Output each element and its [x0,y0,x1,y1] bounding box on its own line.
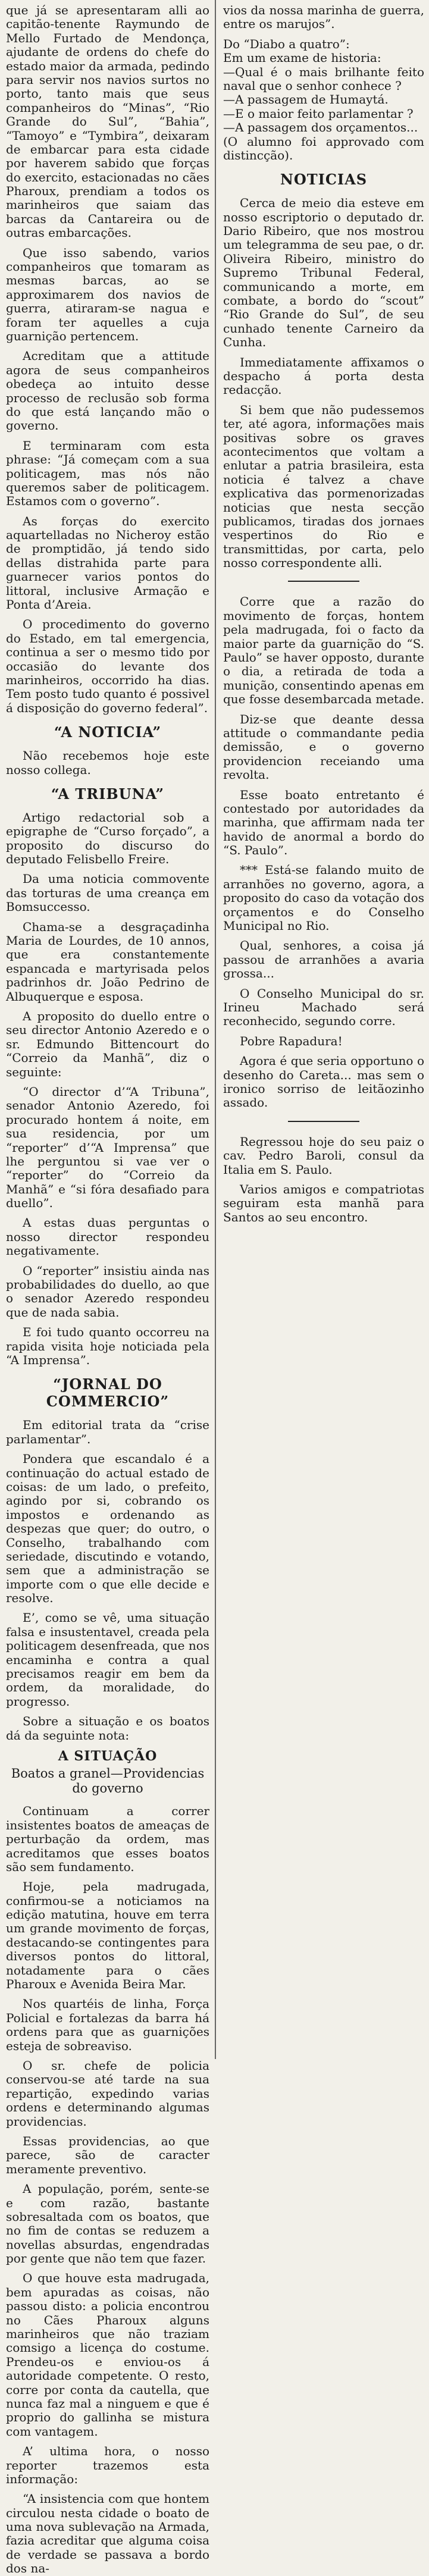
section-heading: “A TRIBUNA” [51,785,165,803]
a-situacao-section [6,1748,209,2576]
paragraph: Qual, senhores, a coisa já passou de arranhões a avaria grossa... [223,938,424,981]
section-heading: NOTICIAS [280,171,368,189]
arranhoes-section [223,863,424,1110]
paragraph: A população, porém, sente-se e com razão, bastante sobresaltada com os boatos, que no fim de contas se reduzem a novellas absurdas, engendradas por gente que não tem que fazer. [6,2182,209,2266]
noticias-section [223,171,424,570]
dialog-line: —Qual é o mais brilhante feito naval que o senhor conhece ? [223,64,424,93]
paragraph: E terminaram com esta phrase: “Já começam com a sua politicagem, mas nós não queremos saber de politicagem. Estamos com o governo”. [6,438,209,509]
paragraph: *** Está-se falando muito de arranhões no governo, agora, a proposito do caso da votação dos orçamentos e do Conselho Municipal no Rio. [223,863,424,933]
paragraph: O sr. chefe de policia conservou-se até tarde na sua repartição, expedindo varias ordens e determinando algumas providencias. [6,2058,209,2129]
dialog-line: —E o maior feito parlamentar ? [223,106,414,121]
intro-section [6,4,209,715]
a-noticia-section [6,723,209,777]
paragraph: Sobre a situação e os boatos dá da seguinte nota: [6,1714,209,1743]
dialog-line: Do “Diabo a quatro”: [223,36,350,51]
paragraph: Pobre Rapadura! [240,1033,343,1048]
paragraph: Regressou hoje do seu paiz o cav. Pedro Baroli, consul da Italia em S. Paulo. [223,1134,424,1177]
dialog-line: —A passagem dos orçamentos... [223,120,418,135]
paragraph: Continuam a correr insistentes boatos de ameaças de perturbação da ordem, mas acreditamos que esses boatos são sem fundamento. [6,1804,209,1874]
paragraph: A estas duas perguntas o nosso director respondeu negativamente. [6,1215,209,1258]
paragraph: A’ ultima hora, o nosso reporter trazemos esta informação: [6,2444,209,2486]
paragraph: Immediatamente affixamos o despacho á porta desta redacção. [223,355,424,397]
paragraph: Chama-se a desgraçadinha Maria de Lourdes, de 10 annos, que era constantemente espancada e martyrisada pelos padrinhos dr. João Pedrino de Albuquerque e esposa. [6,919,209,1004]
paragraph: Da uma noticia commovente das torturas de uma creança em Bomsuccesso. [6,872,209,914]
paragraph: Si bem que não pudessemos ter, até agora, informações mais positivas sobre os graves acontecimentos que voltam a enlutar a patria brasileira, esta noticia é talvez a chave explicativa das pormenorizadas noticias que nesta secção publicamos, tiradas dos jornaes vespertinos do Rio e transmittidas, por carta, pelo nosso correspondente alli. [223,402,424,571]
paragraph: Agora é que seria opportuno o desenho do Careta... mas sem o ironico sorriso de leitãozinho assado. [223,1054,424,1110]
paragraph: Nos quartéis de linha, Força Policial e fortalezas da barra há ordens para que as guarnições esteja de sobreaviso. [6,1997,209,2053]
baroli-section [223,1135,424,1224]
paragraph: que já se apresentaram alli ao capitão-tenente Raymundo de Mello Furtado de Mendonça, ajudante de ordens do chefe do estado maior da armada, pedindo para servir nos navios surtos no porto, tanto mais que seus companheiros do “Minas”, “Rio Grande do Sul”, “Bahia”, “Tamoyo” e “Tymbira”, deixaram de embarcar para esta cidade por haverem sabido que forças do exercito, estacionadas no cães Pharoux, prendiam a todos os marinheiros que saiam das barcas da Cantareira ou de outras embarcações. [6,3,209,240]
paragraph: Artigo redactorial sob a epigraphe de “Curso forçado”, a proposito do discurso do deputado Felisbello Freire. [6,810,209,867]
paragraph: Corre que a razão do movimento de forças, hontem pela madrugada, foi o facto da maior parte da guarnição do “S. Paulo” se haver opposto, durante o dia, a retirada de toda a munição, consentindo apenas em que fosse desembarcada metade. [223,594,424,707]
intro-section [223,4,424,32]
paragraph: Varios amigos e compatriotas seguiram esta manhã para Santos ao seu encontro. [223,1182,424,1224]
paragraph: As forças do exercito aquartelladas no Nicheroy estão de promptidão, já tendo sido dellas distrahida parte para guarnecer varios pontos do littoral, inclusive Armação e Ponta d’Areia. [6,513,209,612]
dialog-line: —A passagem de Humaytá. [223,92,389,107]
paragraph: “O director d’“A Tribuna”, senador Antonio Azeredo, foi procurado hontem á noite, em sua residencia, por um “reporter” d’“A Imprensa” que lhe perguntou si vae ver o “reporter” do “Correio da Manhã” e “si fóra desafiado para duello”. [6,1084,209,1211]
humor-dialog [223,37,424,163]
section-heading: “JORNAL DO COMMERCIO” [46,1375,170,1411]
paragraph: E foi tudo quanto occorreu na rapida visita hoje noticiada pela “A Imprensa”. [6,1325,209,1367]
section-divider [288,1121,359,1122]
paragraph: Acreditam que a attitude agora de seus companheiros obedeça ao intuito desse processo de reclusão sob forma do que está lançando mão o governo. [6,349,209,433]
jornal-do-commercio-section [6,1375,209,1743]
dialog-line: (O alumno foi approvado com distincção). [223,134,424,162]
left-column [0,0,214,2576]
section-heading: “A NOTICIA” [54,723,162,741]
paragraph: O “reporter” insistiu ainda nas probabilidades do duello, ao que o senador Azeredo respondeu que de nada sabia. [6,1263,209,1320]
section-heading: A SITUAÇÃO [58,1748,158,1764]
a-tribuna-section [6,785,209,1367]
section-divider [288,581,359,582]
section-subheading: Boatos a granel—Providencias do governo [11,1766,205,1796]
paragraph: Que isso sabendo, varios companheiros que tomaram as mesmas barcas, ao se approximarem dos navios de guerra, atiraram-se nagua e foram ter aquelles a cuja guarnição pertencem. [6,245,209,343]
paragraph: E’, como se vê, uma situação falsa e insustentavel, creada pela politicagem desenfreada, que nos encaminha e contra a qual precisamos reagir em bem da ordem, da moralidade, do progresso. [6,1610,210,1709]
paragraph: Diz-se que deante dessa attitude o commandante pedia demissão, e o governo providencion receiando uma revolta. [223,712,424,782]
paragraph: Hoje, pela madrugada, confirmou-se a noticiamos na edição matutina, houve em terra um grande movimento de forças, destacando-se contingentes para diversos pontos do littoral, notadamente para o cães Pharoux e Avenida Beira Mar. [6,1879,209,1992]
paragraph: Cerca de meio dia esteve em nosso escriptorio o deputado dr. Dario Ribeiro, que nos mostrou um telegramma de seu pae, o dr. Oliveira Ribeiro, ministro do Supremo Tribunal Federal, communicando a morte, em combate, a bordo do “scout” “Rio Grande do Sul”, de seu cunhado tenente Carneiro da Cunha. [223,196,424,350]
paragraph: Pondera que escandalo é a continuação do actual estado de coisas: de um lado, o prefeito, agindo por si, cobrando os impostos e ordenando as despezas que quer; do outro, o Conselho, trabalhando com seriedade, discutindo e votando, sem que a administração se importe com o que elle decide e resolve. [6,1452,209,1606]
paragraph: Essas providencias, ao que parece, são de caracter meramente preventivo. [6,2133,209,2176]
corre-section [223,595,424,857]
paragraph: Não recebemos hoje este nosso collega. [6,748,209,777]
paragraph: “A insistencia com que hontem circulou nesta cidade o boato de uma nova sublevação na Armada, fazia acreditar que alguma coisa de verdade se passava a bordo dos na- [6,2492,209,2576]
dialog-line: Em um exame de historia: [223,51,381,65]
paragraph: vios da nossa marinha de guerra, entre os marujos”. [223,3,424,32]
paragraph: O procedimento do governo do Estado, em tal emergencia, continua a ser o mesmo tido por occasião do levante dos marinheiros, occorrido ha dias. Tem posto tudo quanto é possivel á disposição do governo federal”. [6,617,209,715]
paragraph: Em editorial trata da “crise parlamentar”. [6,1418,209,1446]
paragraph: O que houve esta madrugada, bem apuradas as coisas, não passou disto: a policia encontrou no Cães Pharoux alguns marinheiros que não traziam comsigo a licença do costume. Prendeu-os e enviou-os á autoridade competente. O resto, corre por conta da cautella, que nunca faz mal a ninguem e que é proprio do gallinha se mistura com vantagem. [6,2271,209,2439]
paragraph: Esse boato entretanto é contestado por autoridades da marinha, que affirmam nada ter havido de anormal a bordo do “S. Paulo”. [223,787,424,858]
paragraph: O Conselho Municipal do sr. Irineu Machado será reconhecido, segundo corre. [223,986,424,1029]
paragraph: A proposito do duello entre o seu director Antonio Azeredo e o sr. Edmundo Bittencourt do “Correio da Manhã”, diz o seguinte: [6,1009,209,1079]
column-divider [215,0,216,2059]
right-column [217,0,429,2059]
